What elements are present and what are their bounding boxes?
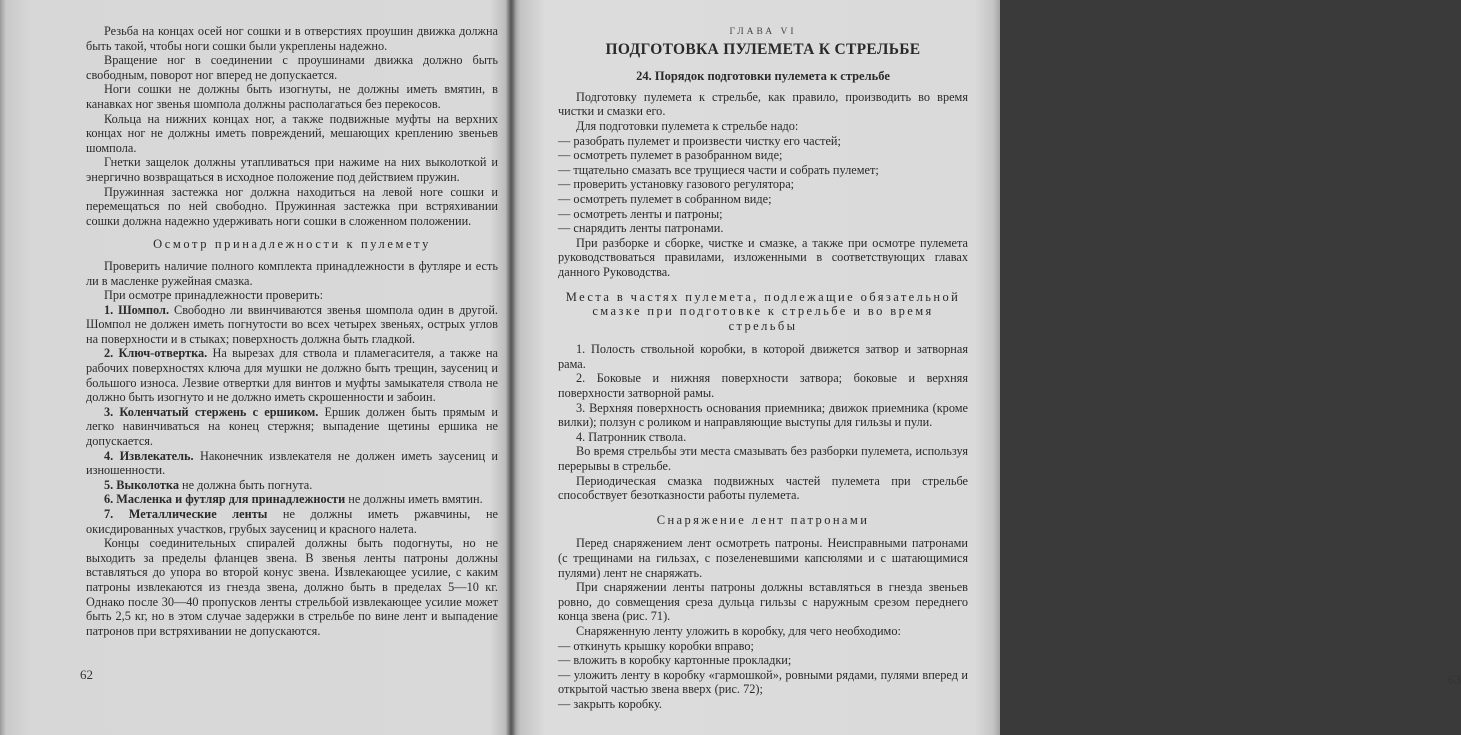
item-heading: 1. Шомпол. bbox=[104, 302, 170, 317]
numbered-paragraph bbox=[86, 478, 498, 493]
list-item: — разобрать пулемет и произвести чистку его частей; bbox=[558, 133, 841, 148]
item-heading: 4. Извлекатель. bbox=[104, 448, 194, 463]
list-item: — откинуть крышку коробки вправо; bbox=[558, 638, 754, 653]
numbered-paragraph bbox=[86, 405, 498, 449]
paragraph: Перед снаряжением лент осмотреть патроны. Неисправными патронами (с трещинами на гильзах, с позеленевшими капсюлями и с шатающимися пулями) лент не снаряжать. bbox=[558, 536, 968, 580]
paragraph: Концы соединительных спиралей должны быть подогнуты, но не выходить за пределы фланцев звена. В звенья ленты патроны должны вставляться до упора во второй конус звена. Извлекающее усилие, с каким патроны извлекаются из гнезда звена, должно быть в пределах 5—10 кг. Однако после 30—40 пропусков ленты стрельбой извлекающее усилие может быть 2,5 кг, но в этом случае задержки в стрельбе по вине лент и выпадение патронов при встряхивании не допускаются. bbox=[86, 536, 498, 638]
article-title: 24. Порядок подготовки пулемета к стрельбе bbox=[636, 69, 890, 84]
list-item: — проверить установку газового регулятора; bbox=[558, 177, 795, 192]
numbered-paragraph bbox=[86, 303, 498, 347]
item-text: Свободно ли ввинчиваются звенья шомпола один в другой. Шомпол не должен иметь погнутости во всех четырех звеньях, острых углов на поверхности и в стыках; поверхность должна быть гладкой. bbox=[86, 302, 498, 346]
paragraph: При осмотре принадлежности проверить: bbox=[104, 288, 323, 303]
list-item: — осмотреть ленты и патроны; bbox=[558, 206, 723, 221]
item-heading: 3. Коленчатый стержень с ершиком. bbox=[104, 404, 319, 419]
section-heading: Осмотр принадлежности к пулемету bbox=[153, 237, 431, 252]
item-heading: 5. Выколотка bbox=[104, 477, 179, 492]
item-heading: 2. Ключ-отвертка. bbox=[104, 346, 208, 361]
chapter-label: ГЛАВА VI bbox=[729, 27, 797, 37]
item-text: Ершик должен быть прямым и легко навинчиваться на конец стержня; выпадение щетины ершика не допускается. bbox=[86, 404, 498, 449]
list-item: — осмотреть пулемет в разобранном виде; bbox=[558, 148, 783, 163]
item-text: не должна быть погнута. bbox=[178, 477, 313, 492]
section-heading: Места в частях пулемета, подлежащие обязательной смазке при подготовке к стрельбе и во время стрельбы bbox=[565, 289, 961, 333]
paragraph: Кольца на нижних концах ног, а также подвижные муфты на верхних концах ног не должны иметь повреждений, мешающих креплению звеньев шомпола. bbox=[86, 111, 498, 155]
numbered-paragraph bbox=[86, 346, 498, 404]
paragraph: Снаряженную ленту уложить в коробку, для чего необходимо: bbox=[576, 623, 901, 638]
numbered-paragraph bbox=[86, 449, 498, 478]
left-page-text bbox=[86, 24, 498, 638]
list-item: — тщательно смазать все трущиеся части и собрать пулемет; bbox=[558, 162, 879, 177]
paragraph: Резьба на концах осей ног сошки и в отверстиях проушин движка должна быть такой, чтобы ноги сошки были укреплены надежно. bbox=[86, 24, 498, 53]
paragraph: При разборке и сборке, чистке и смазке, а также при осмотре пулемета руководствоваться правилами, изложенными в соответствующих главах данного Руководства. bbox=[558, 235, 968, 279]
paragraph: Для подготовки пулемета к стрельбе надо: bbox=[576, 118, 799, 133]
paragraph: Вращение ног в соединении с проушинами движка должно быть свободным, поворот ног вперед не допускается. bbox=[86, 53, 498, 82]
paragraph: Гнетки защелок должны утапливаться при нажиме на них выколоткой и энергично возвращаться в исходное положение под действием пружин. bbox=[86, 155, 498, 184]
item-text: не должны иметь вмятин. bbox=[345, 492, 483, 507]
left-page bbox=[0, 0, 510, 735]
paragraph: Пружинная застежка ног должна находиться на левой ноге сошки и перемещаться по ней свободно. Пружинная застежка при встряхивании сошки должна надежно удерживать ноги сошки в сложенном положении. bbox=[86, 184, 498, 228]
paragraph: 3. Верхняя поверхность основания приемника; движок приемника (кроме вилки); ползун с роликом и направляющие выступы для гильзы и пули. bbox=[558, 400, 968, 430]
paragraph: 4. Патронник ствола. bbox=[576, 429, 687, 444]
paragraph: Во время стрельбы эти места смазывать без разборки пулемета, используя перерывы в стрельбе. bbox=[558, 444, 968, 474]
numbered-paragraph bbox=[86, 492, 498, 507]
chapter-title: ПОДГОТОВКА ПУЛЕМЕТА К СТРЕЛЬБЕ bbox=[605, 40, 921, 58]
item-text: На вырезах для ствола и пламегасителя, а также на рабочих поверхностях ключа для мушки не должно быть трещин, заусениц и большого износа. Лезвие отвертки для винтов и муфты замыкателя ствола не должно быть изогнуто и не должно иметь скрошенности и забоин. bbox=[86, 346, 498, 405]
right-page-text bbox=[558, 25, 968, 712]
list-item: — вложить в коробку картонные прокладки; bbox=[558, 653, 792, 668]
list-item: — закрыть коробку. bbox=[558, 696, 662, 711]
paragraph: Ноги сошки не должны быть изогнуты, не должны иметь вмятин, в канавках ног звенья шомпола должны располагаться без перекосов. bbox=[86, 82, 498, 111]
right-page bbox=[514, 0, 1461, 735]
item-heading: 7. Металлические ленты bbox=[104, 507, 268, 521]
list-item: — уложить ленту в коробку «гармошкой», ровными рядами, пулями вперед и открытой частью звена вверх (рис. 72); bbox=[558, 667, 968, 697]
item-text: не должны иметь ржавчины, не окисдированных участков, грубых заусениц и красного налета. bbox=[86, 507, 498, 536]
list-item: — осмотреть пулемет в собранном виде; bbox=[558, 191, 772, 206]
section-heading: Снаряжение лент патронами bbox=[656, 512, 870, 527]
page-number-right: 63 bbox=[1448, 672, 1461, 687]
paragraph: Подготовку пулемета к стрельбе, как правило, производить во время чистки и смазки его. bbox=[558, 89, 968, 119]
paragraph: 1. Полость ствольной коробки, в которой движется затвор и затворная рама. bbox=[558, 342, 968, 371]
item-heading: 6. Масленка и футляр для принадлежности bbox=[104, 492, 346, 507]
page-number-left: 62 bbox=[80, 667, 93, 682]
numbered-paragraph bbox=[86, 507, 498, 536]
item-text: Наконечник извлекателя не должен иметь заусениц и изношенности. bbox=[86, 448, 498, 478]
paragraph: Периодическая смазка подвижных частей пулемета при стрельбе способствует безотказности работы пулемета. bbox=[558, 473, 968, 503]
paragraph: Проверить наличие полного комплекта принадлежности в футляре и есть ли в масленке ружейная смазка. bbox=[86, 258, 498, 288]
paragraph: При снаряжении ленты патроны должны вставляться в гнезда звеньев ровно, до совмещения среза дульца гильзы с наружным срезом переднего конца звена (рис. 71). bbox=[558, 580, 968, 624]
paragraph: 2. Боковые и нижняя поверхности затвора; боковые и верхняя поверхности затворной рамы. bbox=[558, 371, 968, 401]
list-item: — снарядить ленты патронами. bbox=[558, 221, 724, 236]
right-page-body bbox=[558, 90, 968, 712]
